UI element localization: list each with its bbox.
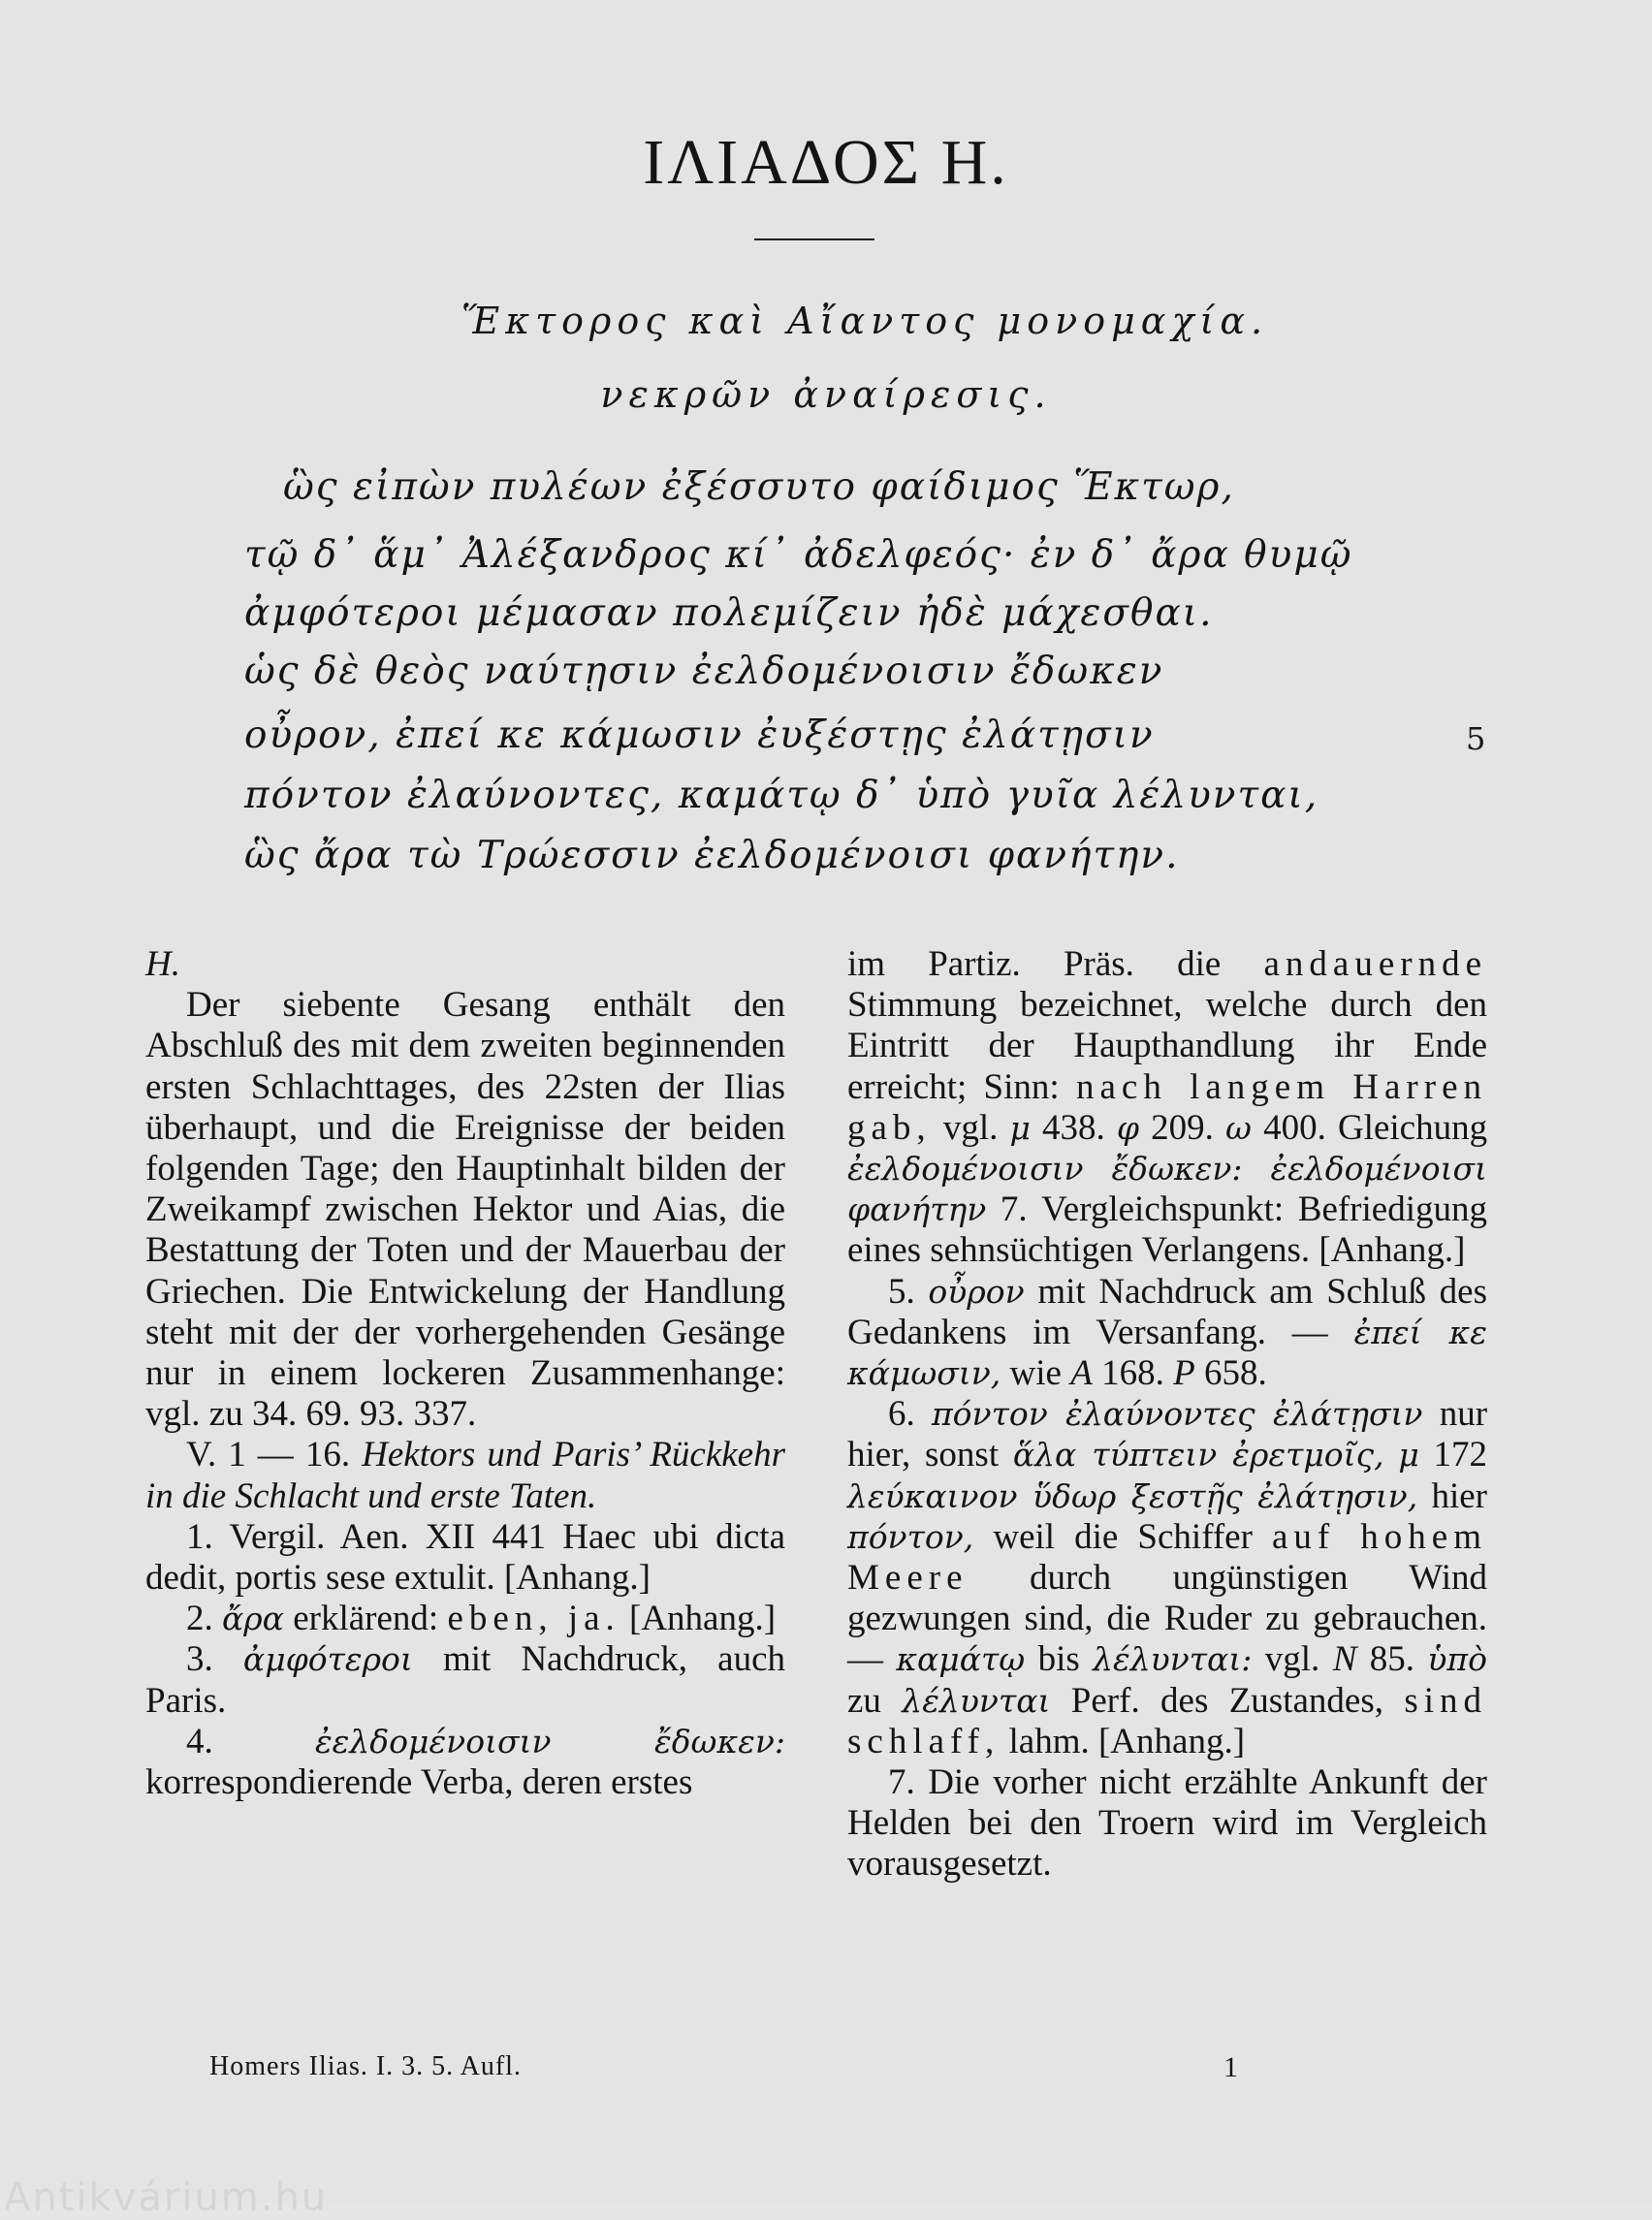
verse-line: ὣς ἄρα τὼ Τρώεσσιν ἐελδομένοισι φανήτην. (244, 834, 1180, 877)
note-text: hier (1431, 1475, 1487, 1516)
note-text: 209. (1151, 1107, 1214, 1148)
greek-term: λεύκαινον ὕδωρ ξεστῇς ἐλάτῃσιν, (847, 1476, 1418, 1515)
greek-term: ἄρα (222, 1600, 284, 1638)
watermark: Antikvárium.hu (4, 2175, 329, 2220)
note-number: 2. (186, 1599, 213, 1639)
greek-term: ἐπεί κε κάμωσιν, (847, 1313, 1487, 1393)
greek-term: πόντον, (847, 1517, 974, 1556)
greek-term: ἀμφότεροι (242, 1640, 413, 1679)
note-text: mit Nachdruck am Schluß des Gedankens im Versanfang. — (847, 1271, 1487, 1352)
greek-term: πόντον ἐλαύνοντες ἐλάτῃσιν (931, 1395, 1423, 1434)
note-text: 168. (1101, 1353, 1164, 1394)
note-number: 4. (186, 1721, 213, 1761)
note-text: im Partiz. Präs. die (847, 944, 1222, 984)
note-text: lahm. [Anhang.] (1008, 1721, 1246, 1761)
note-text: 7. Vergleichspunkt: Befriedigung eines sehnsüchtigen Verlangens. [Anhang.] (847, 1189, 1487, 1271)
greek-term: ἐελδομένοισιν ἔδωκεν: ἐελδομένοισι φανήτην (847, 1150, 1487, 1229)
greek-term: ἅλα τύπτειν ἐρετμοῖς, (1012, 1436, 1384, 1475)
spaced-text: auf hohem Meere (847, 1516, 1488, 1599)
greek-term: ἐελδομένοισιν ἔδωκεν: (314, 1722, 785, 1760)
commentary-note: 7. Die vorher nicht erzählte Ankunft der Helden bei den Troern wird im Vergleich vorausgesetzt. (847, 1762, 1487, 1885)
book-ref: A (1070, 1353, 1093, 1394)
greek-term: μ (1009, 1108, 1031, 1147)
commentary-note: 1. Vergil. Aen. XII 441 Haec ubi dicta dedit, portis sese extulit. [Anhang.] (145, 1516, 785, 1599)
verse-number: 5 (1466, 720, 1486, 757)
note-text: 85. (1369, 1639, 1414, 1680)
note-text: wie (1009, 1353, 1062, 1394)
commentary-note (145, 1599, 785, 1639)
book-ref: P (1173, 1353, 1195, 1394)
page-title: ΙΛΙΑΔΟΣ Η. (643, 127, 1009, 198)
note-number: 5. (888, 1271, 915, 1312)
commentary-left-column (145, 944, 785, 1803)
note-text: Stimmung bezeichnet, welche durch den Eintritt der Haupthandlung ihr Ende erreicht; Sinn: (847, 985, 1487, 1107)
greek-term: λέλυνται (902, 1681, 1051, 1720)
spaced-text: sind schlaff, (847, 1680, 1488, 1761)
note-text: 438. (1042, 1107, 1105, 1148)
greek-term: οὖρον (928, 1272, 1025, 1311)
verse-line: τῷ δ᾽ ἅμ᾽ Ἀλέξανδρος κί᾽ ἀδελφεός· ἐν δ᾽ ἄρα θυμῷ (244, 533, 1353, 577)
spaced-text: nach langem Harren gab, (847, 1066, 1487, 1148)
commentary-note (145, 1722, 785, 1803)
greek-term: λέλυνται: (1093, 1640, 1253, 1679)
title-divider (754, 238, 874, 240)
subtitle-line-1: Ἕκτορος καὶ Αἴαντος μονομαχία. (461, 300, 1269, 342)
note-text: erklärend: (293, 1599, 439, 1639)
note-text: zu (847, 1680, 881, 1721)
note-text: [Anhang.] (629, 1599, 777, 1639)
spaced-text: eben, ja. (447, 1599, 620, 1639)
verse-line: ἀμφότεροι μέμασαν πολεμίζειν ἠδὲ μάχεσθαι. (244, 591, 1214, 635)
footer-signature: Homers Ilias. I. 3. 5. Aufl. (209, 2051, 522, 2081)
commentary-note (847, 1394, 1487, 1762)
note-text: weil die Schiffer (993, 1516, 1253, 1557)
commentary-paragraph (145, 1435, 785, 1516)
subtitle-line-2: νεκρῶν ἀναίρεσις. (600, 373, 1052, 416)
verse-line: ὡς δὲ θεὸς ναύτῃσιν ἐελδομένοισιν ἔδωκεν (244, 650, 1164, 693)
note-text: 400. Gleichung (1263, 1107, 1488, 1148)
greek-term: φ (1116, 1108, 1140, 1147)
note-text: 658. (1203, 1353, 1267, 1394)
note-text: durch ungünstigen Wind gezwungen sind, die Ruder zu gebrauchen. — (847, 1558, 1487, 1680)
commentary-note (145, 1639, 785, 1721)
note-text: korrespondierende Verba, deren erstes (145, 1762, 693, 1803)
note-text: vgl. (1264, 1639, 1320, 1680)
note-text: 172 (1433, 1435, 1488, 1475)
greek-term: ω (1225, 1108, 1252, 1147)
commentary-right-column (847, 944, 1487, 1886)
greek-term: ὑπὸ (1427, 1640, 1487, 1679)
spaced-text: andauernde (1263, 944, 1487, 984)
verse-range: V. 1 — 16. (186, 1435, 351, 1475)
note-text: Perf. des Zustandes, (1070, 1680, 1383, 1721)
commentary-paragraph: Der siebente Gesang enthält den Abschluß des mit dem zweiten beginnenden ersten Schlachttages, des 22sten der Ilias überhaupt, und die Ereignisse der beiden folgenden Tage; den Hauptinhalt bilden der Zweikampf zwischen Hektor und Aias, die Bestattung der Toten und der Mauerbau der Griechen. Die Entwickelung der Handlung steht mit der der vorhergehenden Gesänge nur in einem lockeren Zusammenhange: vgl. zu 34. 69. 93. 337. (145, 985, 785, 1435)
note-text: bis (1037, 1639, 1080, 1680)
greek-term: μ (1398, 1436, 1419, 1475)
section-title: Hektors und Paris’ Rückkehr in die Schlacht und erste Taten. (145, 1435, 786, 1516)
verse-line: ὣς εἰπὼν πυλέων ἐξέσσυτο φαίδιμος Ἕκτωρ, (283, 465, 1235, 509)
commentary-heading: H. (145, 944, 180, 984)
commentary-note (847, 1272, 1487, 1395)
book-ref: N (1332, 1639, 1357, 1680)
verse-line: πόντον ἐλαύνοντες, καμάτῳ δ᾽ ὑπὸ γυῖα λέλυνται, (244, 774, 1319, 817)
note-text: mit Nachdruck, auch Paris. (145, 1639, 786, 1721)
note-number: 6. (888, 1394, 915, 1435)
greek-term: καμάτῳ (896, 1640, 1026, 1679)
note-number: 3. (186, 1639, 213, 1680)
note-text: vgl. (942, 1107, 999, 1148)
commentary-note (847, 944, 1487, 1272)
page-number: 1 (1223, 2051, 1238, 2083)
note-text: nur hier, sonst (847, 1394, 1488, 1475)
verse-line: οὖρον, ἐπεί κε κάμωσιν ἐυξέστῃς ἐλάτῃσιν (244, 714, 1155, 757)
